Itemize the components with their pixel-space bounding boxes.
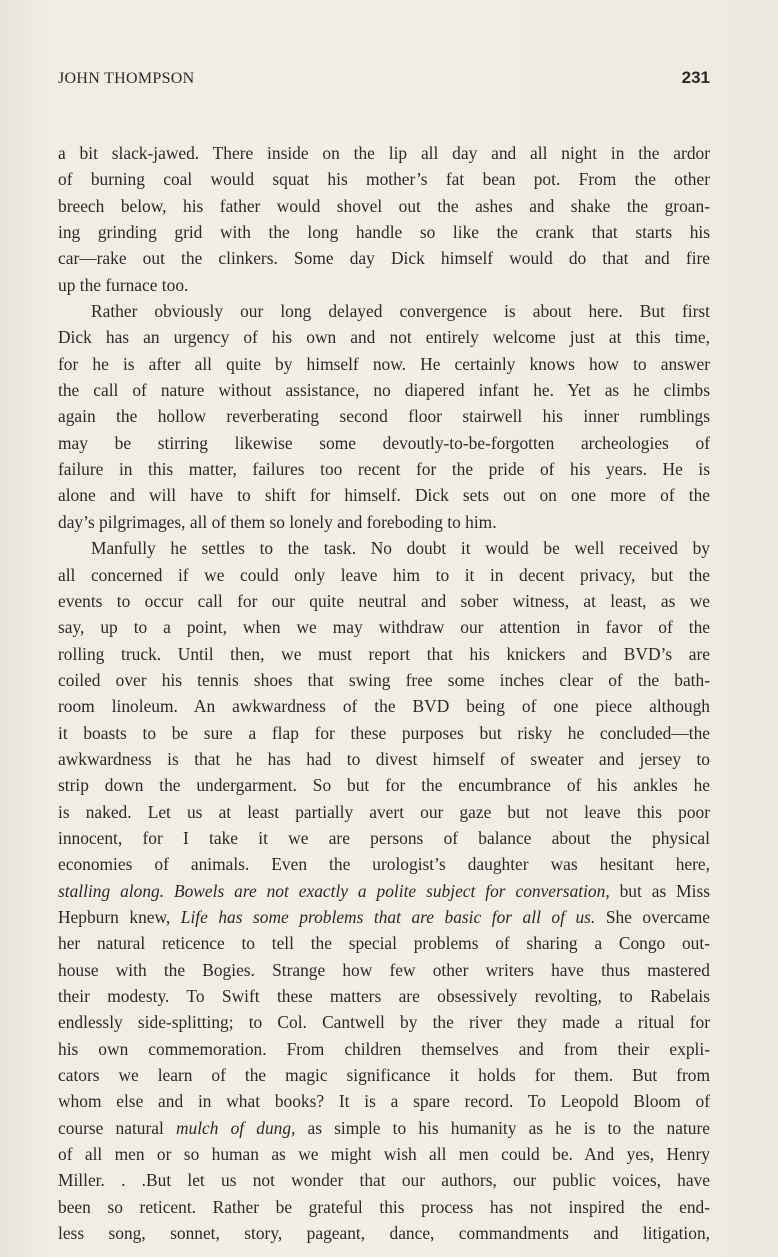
text-line: awkwardness is that he has had to divest himself of sweater and jersey to: [58, 748, 710, 769]
text-line: ing grinding grid with the long handle so like the crank that starts his: [58, 222, 710, 243]
italic-quote: Life has some problems that are basic for all of us.: [180, 906, 596, 927]
text-line: is naked. Let us at least partially avert our gaze but not leave this poor: [58, 801, 710, 822]
text-line: breech below, his father would shovel out the ashes and shake the groan-: [58, 195, 710, 216]
text-line: events to occur call for our quite neutral and sober witness, at least, as we: [58, 590, 710, 611]
text-line: strip down the undergarment. So but for the encumbrance of his ankles he: [58, 775, 710, 796]
running-head: [58, 68, 710, 92]
text-line: house with the Bogies. Strange how few other writers have thus mastered: [58, 959, 710, 980]
text-run: Hepburn knew,: [58, 906, 181, 927]
text-line: room linoleum. An awkwardness of the BVD being of one piece although: [58, 696, 710, 717]
text-line: less song, sonnet, story, pageant, dance, commandments and litigation,: [58, 1223, 710, 1244]
text-line: [58, 878, 710, 904]
text-line: failure in this matter, failures too recent for the pride of his years. He is: [58, 459, 710, 480]
text-line: his own commemoration. From children themselves and from their expli-: [58, 1038, 710, 1059]
text-line: cators we learn of the magic significance it holds for them. But from: [58, 1065, 710, 1086]
text-line: the call of nature without assistance, no diapered infant he. Yet as he climbs: [58, 380, 710, 401]
text-line: may be stirring likewise some devoutly-to-be-forgotten archeologies of: [58, 432, 710, 453]
text-line: car—rake out the clinkers. Some day Dick himself would do that and fire: [58, 248, 710, 269]
text-line: again the hollow reverberating second floor stairwell his inner rumblings: [58, 406, 710, 427]
page-number: 231: [681, 68, 710, 87]
text-run: but as Miss: [609, 880, 710, 901]
italic-quote: stalling along. Bowels are not exactly a polite subject for conversation,: [58, 880, 610, 901]
text-line: whom else and in what books? It is a spare record. To Leopold Bloom of: [58, 1091, 710, 1112]
paragraph-1: [58, 140, 710, 298]
italic-phrase: mulch of dung,: [175, 1117, 296, 1138]
text-line: for he is after all quite by himself now. He certainly knows how to answer: [58, 353, 710, 374]
text-run: as simple to his humanity as he is to the nature: [295, 1117, 710, 1138]
text-line: coiled over his tennis shoes that swing free some inches clear of the bath-: [58, 669, 710, 690]
text-line: rolling truck. Until then, we must report that his knickers and BVD’s are: [58, 643, 710, 664]
text-line: Miller. . .But let us not wonder that our authors, our public voices, have: [58, 1170, 710, 1191]
text-line: her natural reticence to tell the special problems of sharing a Congo out-: [58, 933, 710, 954]
text-line: say, up to a point, when we may withdraw our attention in favor of the: [58, 617, 710, 638]
text-line: been so reticent. Rather be grateful this process has not inspired the end-: [58, 1196, 710, 1217]
text-line: [58, 1115, 710, 1141]
text-line: their modesty. To Swift these matters are obsessively revolting, to Rabelais: [58, 986, 710, 1006]
text-line: Dick has an urgency of his own and not entirely welcome just at this time,: [58, 327, 710, 348]
text-line: it boasts to be sure a flap for these purposes but risky he concluded—the: [58, 722, 710, 743]
text-line: of all men or so human as we might wish all men could be. And yes, Henry: [58, 1144, 710, 1165]
text-run: She overcame: [595, 906, 711, 927]
text-line: of burning coal would squat his mother’s fat bean pot. From the other: [58, 169, 710, 190]
text-line: up the furnace too.: [58, 274, 189, 295]
paragraph-2: [58, 298, 710, 535]
body-text: [58, 140, 710, 1246]
text-line: endlessly side-splitting; to Col. Cantwell by the river they made a ritual for: [58, 1012, 710, 1033]
paragraph-3: [58, 535, 710, 1246]
running-head-author: JOHN THOMPSON: [58, 70, 195, 87]
text-line: alone and will have to shift for himself. Dick sets out on one more of the: [58, 485, 710, 506]
text-line: innocent, for I take it we are persons of balance about the physical: [58, 827, 710, 848]
text-line: all concerned if we could only leave him to it in decent privacy, but the: [58, 564, 710, 585]
text-line: a bit slack-jawed. There inside on the lip all day and all night in the ardor: [58, 143, 710, 163]
text-line: [58, 904, 710, 930]
text-line: day’s pilgrimages, all of them so lonely and foreboding to him.: [58, 511, 497, 532]
text-line: Manfully he settles to the task. No doubt it would be well received by: [91, 538, 710, 559]
text-run: course natural: [58, 1117, 176, 1138]
text-line: economies of animals. Even the urologist’s daughter was hesitant here,: [58, 854, 710, 875]
text-line: Rather obviously our long delayed convergence is about here. But first: [91, 301, 710, 322]
